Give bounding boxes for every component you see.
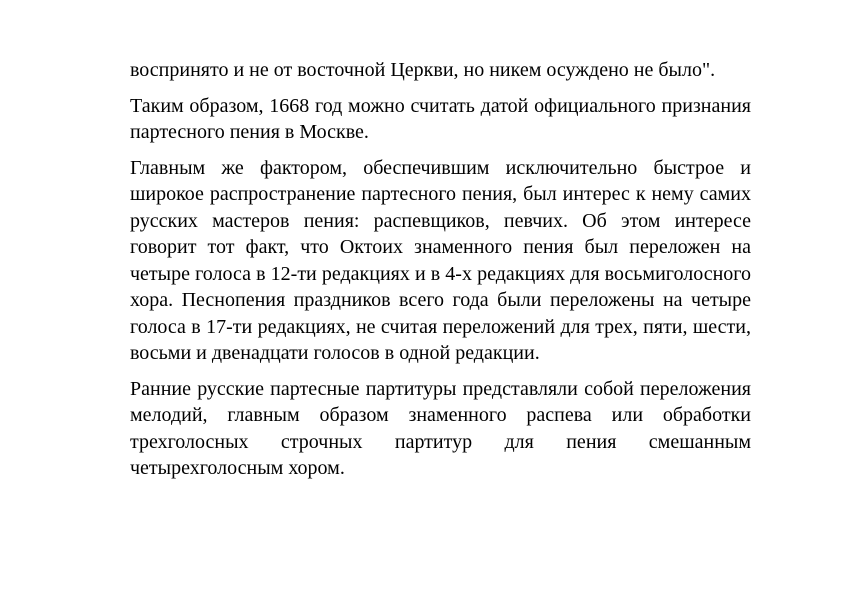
paragraph-1: воспринято и не от восточной Церкви, но никем осуждено не было". [130,59,716,81]
document-text-body [130,57,751,491]
paragraph-3: Главным же фактором, обеспечившим исключительно быстрое и широкое распространение партесного пения, был интерес к нему самих русских мастеров пения: распевщиков, певчих. Об этом интересе говорит тот факт, что Октоих знаменного пения был переложен на четыре голоса в 12-ти редакциях и в 4-х редакциях для восьмиголосного хора. Песнопения праздников всего года были переложены на четыре голоса в 17-ти редакциях, не считая переложений для трех, пяти, шести, восьми и двенадцати голосов в одной редакции. [130,156,751,364]
paragraph-2: Таким образом, 1668 год можно считать датой официального признания партесного пения в Москве. [130,94,751,143]
paragraph-4: Ранние русские партесные партитуры представляли собой переложения мелодий, главным образом знаменного распева или обработки трехголосных строчных партитур для пения смешанным четырехголосным хором. [130,377,751,479]
